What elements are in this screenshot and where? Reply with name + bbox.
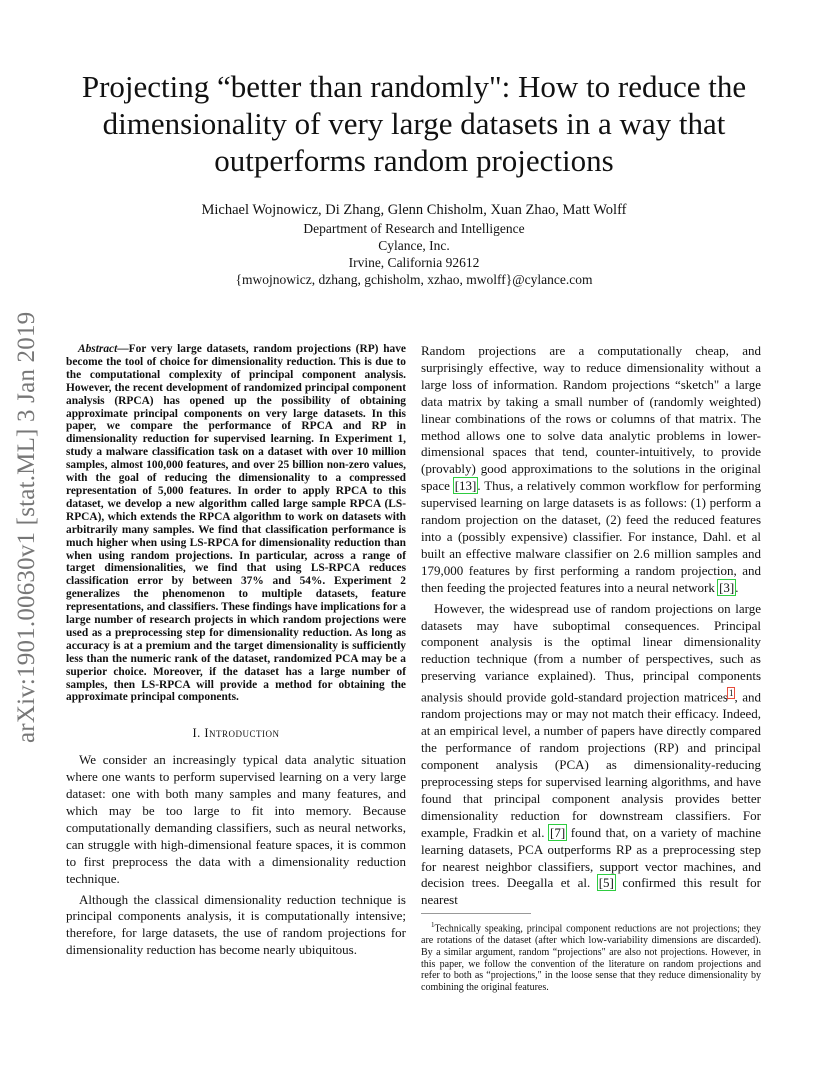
abstract-label: Abstract	[78, 343, 118, 355]
abstract	[66, 343, 406, 704]
footnote-number: 1	[431, 921, 435, 930]
author-company: Cylance, Inc.	[378, 238, 450, 253]
left-column	[66, 343, 406, 963]
intro-paragraph-2: Although the classical dimensionality reduction technique is principal components analysis, it is computationally intensive; therefore, for large datasets, the use of random projections for dimensionality reduction has become nearly ubiquitous.	[66, 891, 406, 958]
arxiv-identifier: arXiv:1901.00630v1 [stat.ML] 3 Jan 2019	[13, 311, 40, 744]
right-paragraph-2	[421, 601, 761, 910]
text-span: . Thus, a relatively common workflow for performing supervised learning on large datasets is as follows: (1) perform a random projection on the dataset, (2) feed the reduced features into a (possibly expensive) classifier. For instance, Dahl. et al built an effective malware classifier on 2.6 million samples and 179,000 features by first performing a random projection, and then feeding the projected features into a neural network	[421, 478, 761, 595]
footnote-link-1[interactable]: 1	[728, 688, 734, 699]
author-department: Department of Research and Intelligence	[303, 221, 525, 236]
text-span: Random projections are a computationally cheap, and surprisingly effective, way to reduce dimensionality without a large loss of information. Random projections “sketch" a large data matrix by taking a small number of (randomly weighted) linear combinations of the rows or columns of that matrix. The method allows one to solve data analytic problems in lower-dimensional spaces that tend, counter-intuitively, to provide (provably) good approximations to the solutions in the original space	[421, 343, 761, 494]
author-names: Michael Wojnowicz, Di Zhang, Glenn Chisholm, Xuan Zhao, Matt Wolff	[201, 202, 627, 218]
text-span: However, the widespread use of random projections on large datasets may have suboptimal consequences. Principal component analysis is the optimal linear dimensionality reduction technique (from a number of perspectives, such as preserving variance explained). Thus, principal components analysis should provide gold-standard projection matrices	[421, 600, 761, 705]
citation-link-5[interactable]: [5]	[598, 875, 614, 891]
right-column	[421, 343, 761, 994]
footnote-divider	[421, 913, 531, 914]
text-span: , and random projections may or may not match their efficacy. Indeed, at an empirical level, a number of papers have directly compared the performance of random projections (RP) and principal component analysis (PCA) as dimensionality-reducing preprocessing steps for supervised learning algorithms, and have found that principal component analysis provides better dimensionality reduction for downstream classifiers. For example, Fradkin et al.	[421, 689, 762, 840]
author-block	[100, 202, 728, 288]
abstract-text: —For very large datasets, random projections (RP) have become the tool of choice for dimensionality reduction. This is due to the computational complexity of principal component analysis. However, the recent development of randomized principal component analysis (RPCA) has opened up the possibility of obtaining approximate principal components on very large datasets. In this paper, we compare the performance of RPCA and RP in dimensionality reduction for supervised learning. In Experiment 1, study a malware classification task on a dataset with over 10 million samples, almost 100,000 features, and over 25 billion non-zero values, with the goal of reducing the dimensionality to a compressed representation of 5,000 features. In order to apply RPCA to this dataset, we develop a new algorithm called large sample RPCA (LS-RPCA), which extends the RPCA algorithm to work on datasets with arbitrarily many samples. We find that classification performance is much higher when using LS-RPCA for dimensionality reduction than when using random projections. In particular, across a range of target dimensionalities, we find that using LS-RPCA reduces classification error by between 37% and 54%. Experiment 2 generalizes the phenomenon to multiple datasets, feature representations, and classifiers. These findings have implications for a large number of research projects in which random projections were used as a preprocessing step for dimensionality reduction. As long as accuracy is at a premium and the target dimensionality is sufficiently less than the numeric rank of the dataset, randomized PCA may be a superior choice. Moreover, if the dataset has a large number of samples, then LS-RPCA will provide a method for obtaining the approximate principal components.	[66, 343, 406, 704]
citation-link-3[interactable]: [3]	[719, 579, 735, 595]
footnote-1	[421, 920, 761, 994]
author-location: Irvine, California 92612	[348, 255, 480, 270]
right-paragraph-1	[421, 343, 761, 597]
footnote-text: Technically speaking, principal component reductions are not projections; they are rotations of the dataset (after which low-variability dimensions are discarded). By a similar argument, random “projections" are also not projections. However, in this paper, we follow the convention of the literature on random projections and refer to both as “projections," in the loose sense that they reduce dimensionality by combining the original features.	[421, 923, 761, 994]
author-emails: {mwojnowicz, dzhang, gchisholm, xzhao, mwolff}@cylance.com	[235, 272, 593, 287]
citation-link-7[interactable]: [7]	[550, 824, 566, 840]
text-span: confirmed this result for nearest	[421, 875, 761, 908]
citation-link-13[interactable]: [13]	[454, 478, 477, 494]
intro-paragraph-1: We consider an increasingly typical data analytic situation where one wants to perform supervised learning on a very large dataset: one with both many samples and many features, and which may be too large to fit into memory. Because computationally demanding classifiers, such as neural networks, can struggle with high-dimensional feature spaces, it is common to first preprocess the data with a dimensionality reduction technique.	[66, 752, 406, 886]
text-span: found that, on a variety of machine learning datasets, PCA outperforms RP as a preprocessing step for nearest neighbor classifiers, support vector machines, and decision trees. Deegalla et al.	[421, 824, 761, 891]
text-span: .	[735, 579, 739, 595]
paper-title: Projecting “better than randomly": How to reduce the dimensionality of very large datasets in a way that outperforms random projections	[81, 69, 747, 178]
section-heading-introduction: I. Introduction	[192, 726, 280, 741]
